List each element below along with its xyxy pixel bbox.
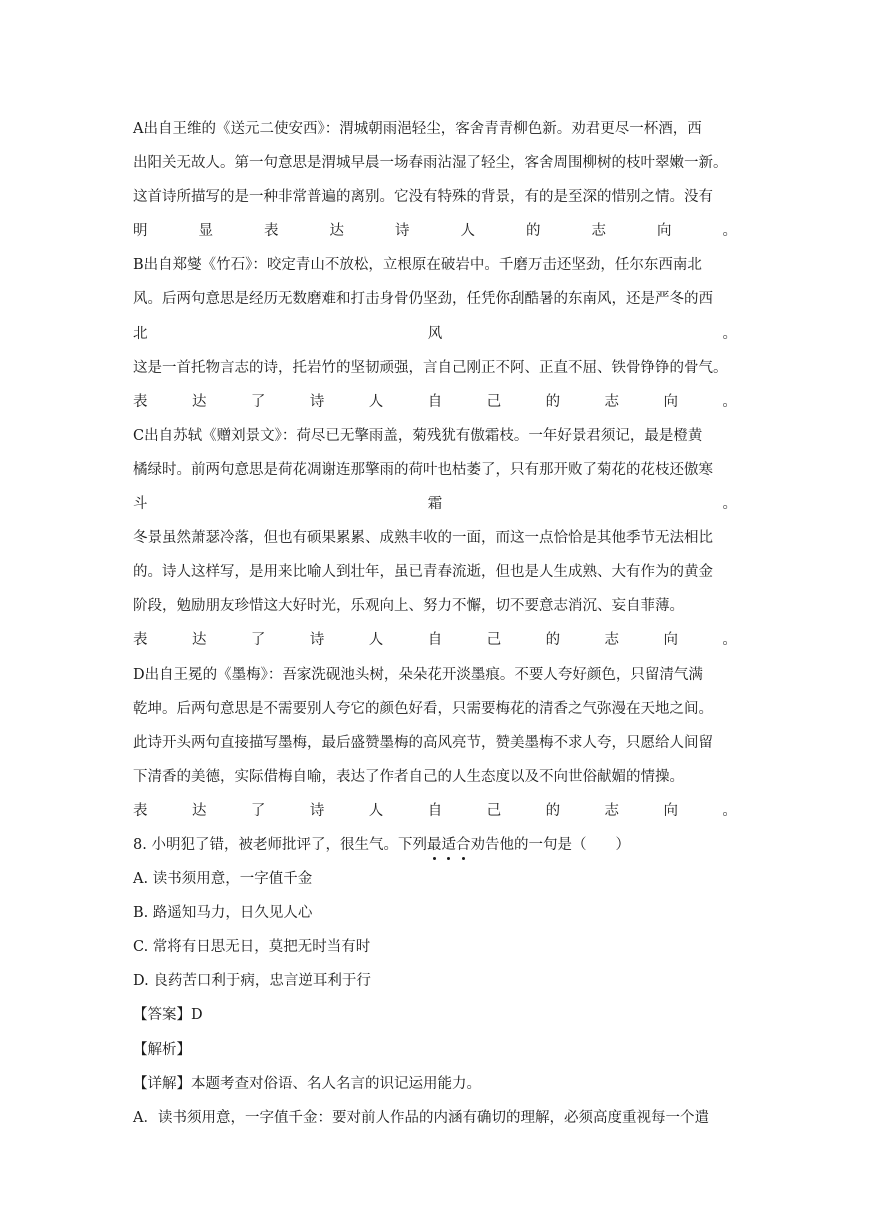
question-text: 劝告他的一句是（ ）	[470, 836, 630, 853]
justified-line	[133, 794, 737, 828]
option-a: A. 读书须用意，一字值千金	[133, 871, 313, 888]
char: 表	[133, 802, 148, 819]
question-stem	[133, 828, 737, 862]
char: 达	[191, 802, 207, 819]
text-line: 这首诗所描写的是一种非常普遍的离别。它没有特殊的背景，有的是至深的惜别之情。没有	[133, 189, 713, 206]
char: 达	[191, 632, 207, 649]
char: 自	[427, 632, 443, 649]
char: 。	[722, 632, 737, 649]
char: 了	[250, 802, 266, 819]
char: 。	[722, 223, 737, 240]
option-c: C. 常将有日思无日，莫把无时当有时	[133, 939, 371, 956]
char: 了	[250, 632, 266, 649]
detail-line: 【详解】本题考查对俗语、名人名言的识记运用能力。	[133, 1075, 481, 1092]
char: 显	[198, 223, 213, 240]
char: 向	[663, 802, 678, 819]
answer-label: 【答案】D	[133, 1007, 203, 1024]
char: 志	[604, 802, 619, 819]
text-line: C出自苏轼《赠刘景文》：荷尽已无擎雨盖，菊残犹有傲霜枝。一年好景君须记，最是橙黄	[133, 427, 703, 444]
emphasis-dot	[447, 857, 450, 860]
char: 人	[368, 632, 384, 649]
text-line: 这是一首托物言志的诗，托岩竹的坚韧顽强，言自己刚正不阿、正直不屈、铁骨铮铮的骨气。	[133, 359, 728, 376]
char: 。	[722, 393, 737, 410]
char: 风	[427, 325, 443, 342]
char: 诗	[309, 802, 325, 819]
char: 己	[486, 802, 502, 819]
char: 己	[486, 632, 502, 649]
text-line: 阶段，勉励朋友珍惜这大好时光，乐观向上、努力不懈，切不要意志消沉、妄自菲薄。	[133, 598, 684, 615]
char: 志	[604, 393, 619, 410]
text-line: A出自王维的《送元二使安西》：渭城朝雨浥轻尘，客舍青青柳色新。劝君更尽一杯酒，西	[133, 121, 702, 137]
char: 志	[591, 223, 606, 240]
emphasis-dot	[433, 857, 436, 860]
char: 自	[427, 802, 443, 819]
emphasis-char	[441, 837, 456, 853]
char: 的	[526, 223, 541, 240]
char: 达	[329, 223, 344, 240]
char: 诗	[309, 632, 325, 649]
emphasis-char	[427, 837, 442, 853]
text-line: 此诗开头两句直接描写墨梅，最后盛赞墨梅的高风亮节，赞美墨梅不求人夸，只愿给人间留	[133, 734, 713, 751]
char: 表	[264, 223, 279, 240]
text-line: A．读书须用意，一字值千金：要对前人作品的内涵有确切的理解，必须高度重视每一个遣	[133, 1109, 709, 1126]
char: 的	[545, 393, 561, 410]
option-b: B. 路遥知马力，日久见人心	[133, 905, 313, 922]
char: 的	[545, 802, 561, 819]
char: 自	[427, 393, 443, 410]
char: 人	[368, 393, 384, 410]
text-line: 风。后两句意思是经历无数磨难和打击身骨仍坚劲，任凭你刮酷暑的东南风，还是严冬的西	[133, 291, 713, 308]
text-line: D出自王冕的《墨梅》：吾家洗砚池头树，朵朵花开淡墨痕。不要人夸好颜色，只留清气满	[133, 666, 703, 683]
char: 向	[657, 223, 672, 240]
char: 向	[663, 632, 678, 649]
justified-line	[133, 385, 737, 419]
justified-line	[133, 623, 737, 657]
option-d: D. 良药苦口利于病，忠言逆耳利于行	[133, 973, 371, 990]
char: 斗	[133, 496, 148, 513]
char: 向	[663, 393, 678, 410]
analysis-label: 【解析】	[133, 1041, 191, 1058]
char: 霜	[427, 496, 443, 513]
text-line: 乾坤。后两句意思是不需要别人夸它的颜色好看，只需要梅花的清香之气弥漫在天地之间。	[133, 700, 713, 717]
char: 。	[722, 325, 737, 342]
char: 。	[722, 496, 737, 513]
emphasis-dot	[462, 857, 465, 860]
char: 明	[133, 223, 148, 240]
text-line: 冬景虽然萧瑟冷落，但也有硕果累累、成熟丰收的一面，而这一点恰恰是其他季节无法相比	[133, 530, 713, 547]
text-line: B出自郑燮《竹石》：咬定青山不放松，立根原在破岩中。千磨万击还坚劲，任尔东西南北	[133, 257, 702, 274]
char: 志	[604, 632, 619, 649]
justified-line	[133, 214, 737, 248]
char: 达	[191, 393, 207, 410]
document-page	[133, 112, 737, 1135]
text-line: 橘绿时。前两句意思是荷花凋谢连那擎雨的荷叶也枯萎了，只有那开败了菊花的花枝还傲寒	[133, 461, 713, 478]
char: 北	[133, 325, 148, 342]
char: 表	[133, 393, 148, 410]
emphasis-text: 最	[426, 836, 442, 853]
char: 诗	[395, 223, 410, 240]
char: 了	[250, 393, 266, 410]
char: 诗	[309, 393, 325, 410]
char: 表	[133, 632, 148, 649]
emphasis-char	[456, 837, 471, 853]
justified-line	[133, 317, 737, 351]
emphasis-text: 合	[455, 836, 471, 853]
question-text: 8. 小明犯了错，被老师批评了，很生气。下列	[133, 836, 427, 853]
char: 己	[486, 393, 502, 410]
justified-line	[133, 487, 737, 521]
emphasis-text: 适	[441, 836, 456, 853]
char: 人	[460, 223, 475, 240]
char: 人	[368, 802, 384, 819]
text-line: 下清香的美德，实际借梅自喻，表达了作者自己的人生态度以及不向世俗献媚的情操。	[133, 768, 684, 785]
text-line: 的。诗人这样写，是用来比喻人到壮年，虽已青春流逝，但也是人生成熟、大有作为的黄金	[133, 564, 713, 581]
text-line: 出阳关无故人。第一句意思是渭城早晨一场春雨沾湿了轻尘，客舍周围柳树的枝叶翠嫩一新。	[133, 155, 728, 172]
char: 。	[722, 802, 737, 819]
char: 的	[545, 632, 561, 649]
